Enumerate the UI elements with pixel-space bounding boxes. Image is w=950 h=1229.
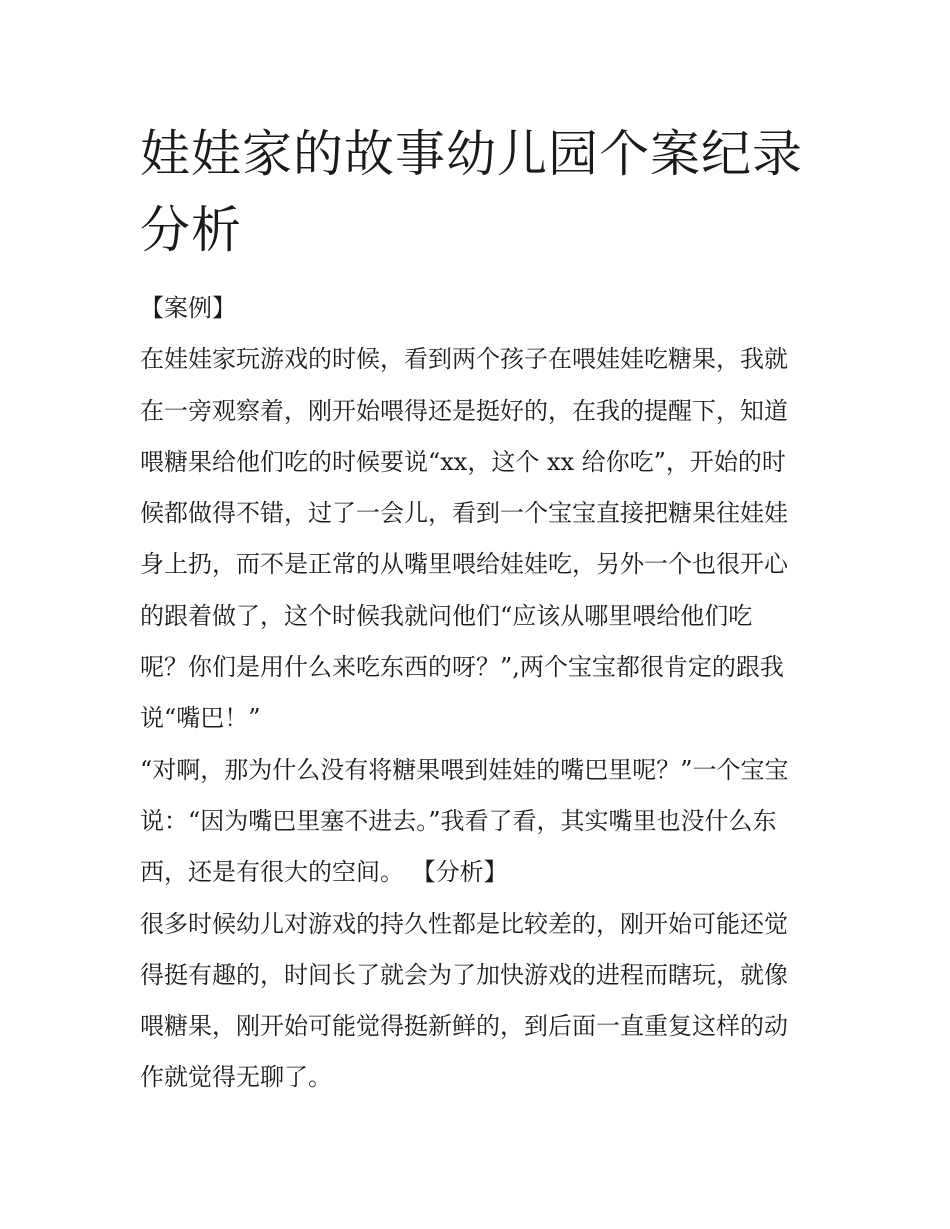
paragraph-line: 喂糖果，刚开始可能觉得挺新鲜的，到后面一直重复这样的动 [140, 1012, 788, 1041]
paragraph-line: 呢？你们是用什么来吃东西的呀？”,两个宝宝都很肯定的跟我 [140, 653, 784, 682]
paragraph-line: 说“嘴巴！” [140, 704, 261, 733]
title-line-1: 娃娃家的故事幼儿园个案纪录 [140, 125, 803, 183]
paragraph-line: 得挺有趣的，时间长了就会为了加快游戏的进程而瞎玩，就像 [140, 960, 788, 989]
paragraph-line-with-analysis-heading: 西，还是有很大的空间。 【分析】 [140, 858, 508, 887]
paragraph-line: 在一旁观察着，刚开始喂得还是挺好的，在我的提醒下，知道 [140, 396, 788, 425]
section-heading-case: 【案例】 [140, 294, 236, 322]
paragraph-line: 喂糖果给他们吃的时候要说“xx，这个 xx 给你吃”，开始的时 [140, 447, 786, 476]
paragraph-line: 说：“因为嘴巴里塞不进去。”我看了看，其实嘴里也没什么东 [140, 806, 777, 835]
paragraph-line: “对啊，那为什么没有将糖果喂到娃娃的嘴巴里呢？”一个宝宝 [140, 755, 789, 784]
paragraph-line: 在娃娃家玩游戏的时候，看到两个孩子在喂娃娃吃糖果，我就 [140, 345, 788, 374]
paragraph-line: 候都做得不错，过了一会儿，看到一个宝宝直接把糖果往娃娃 [140, 499, 788, 528]
title-line-2: 分析 [140, 201, 242, 259]
document-title [140, 116, 820, 268]
paragraph-line: 作就觉得无聊了。 [140, 1063, 332, 1092]
paragraph-line: 很多时候幼儿对游戏的持久性都是比较差的，刚开始可能还觉 [140, 909, 788, 938]
paragraph-line: 身上扔，而不是正常的从嘴里喂给娃娃吃，另外一个也很开心 [140, 550, 788, 579]
document-body [140, 283, 830, 1104]
paragraph-line: 的跟着做了，这个时候我就问他们“应该从哪里喂给他们吃 [140, 601, 753, 630]
